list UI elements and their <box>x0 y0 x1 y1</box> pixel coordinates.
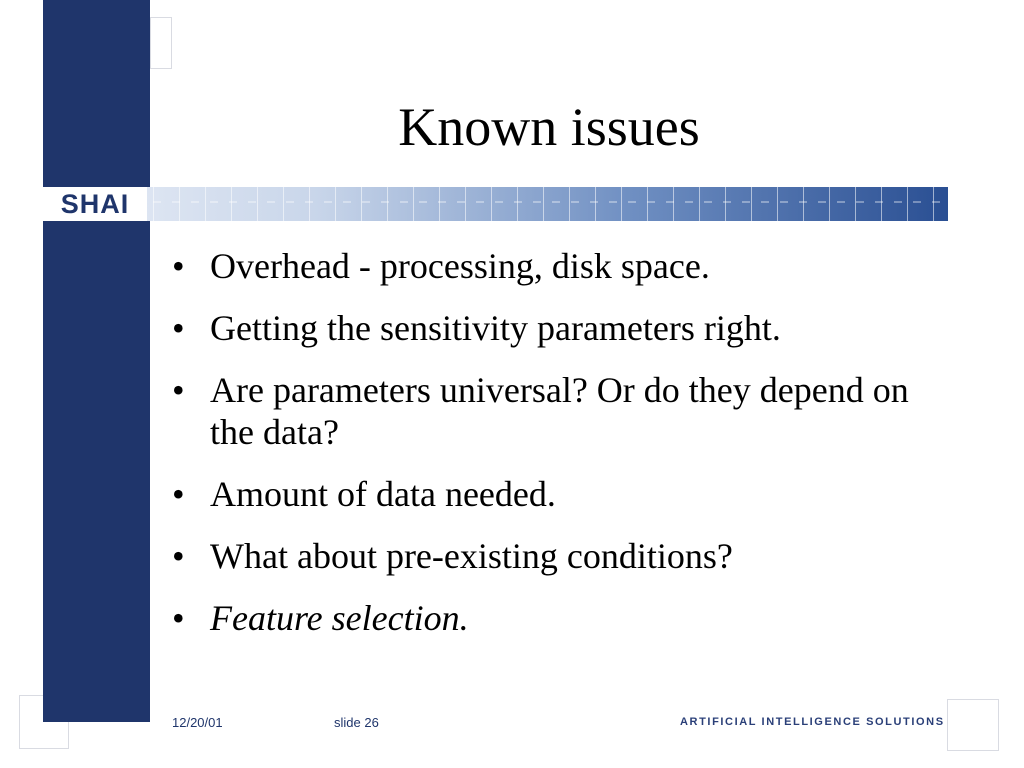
footer-slide-number: slide 26 <box>334 715 379 730</box>
banner-pattern-dashes <box>153 201 948 203</box>
footer-date: 12/20/01 <box>172 715 223 730</box>
header-banner <box>43 187 948 221</box>
bullet-dot: • <box>172 536 185 576</box>
bullet-item <box>172 245 942 287</box>
slide-title: Known issues <box>398 97 700 157</box>
bullet-text: Are parameters universal? Or do they depend on the data? <box>210 370 909 452</box>
bullet-item <box>172 307 942 349</box>
bullet-dot: • <box>172 246 185 286</box>
sidebar-bar <box>43 0 150 722</box>
bullet-item <box>172 369 942 453</box>
bullet-item <box>172 597 942 639</box>
footer-tagline: ARTIFICIAL INTELLIGENCE SOLUTIONS <box>680 716 945 728</box>
bullet-text: Feature selection. <box>210 598 469 638</box>
bullet-item <box>172 473 942 515</box>
bullet-dot: • <box>172 308 185 348</box>
bullet-dot: • <box>172 370 185 410</box>
bullet-text: Overhead - processing, disk space. <box>210 246 710 286</box>
shai-logo: SHAI <box>60 189 130 219</box>
corner-square-bottom-right <box>947 699 999 751</box>
bullet-dot: • <box>172 474 185 514</box>
corner-square-top <box>150 17 172 69</box>
bullet-item <box>172 535 942 577</box>
bullet-text: What about pre-existing conditions? <box>210 536 733 576</box>
bullet-text: Amount of data needed. <box>210 474 556 514</box>
bullet-dot: • <box>172 598 185 638</box>
banner-pattern <box>153 187 948 221</box>
bullet-text: Getting the sensitivity parameters right. <box>210 308 781 348</box>
bullet-list <box>172 245 942 659</box>
